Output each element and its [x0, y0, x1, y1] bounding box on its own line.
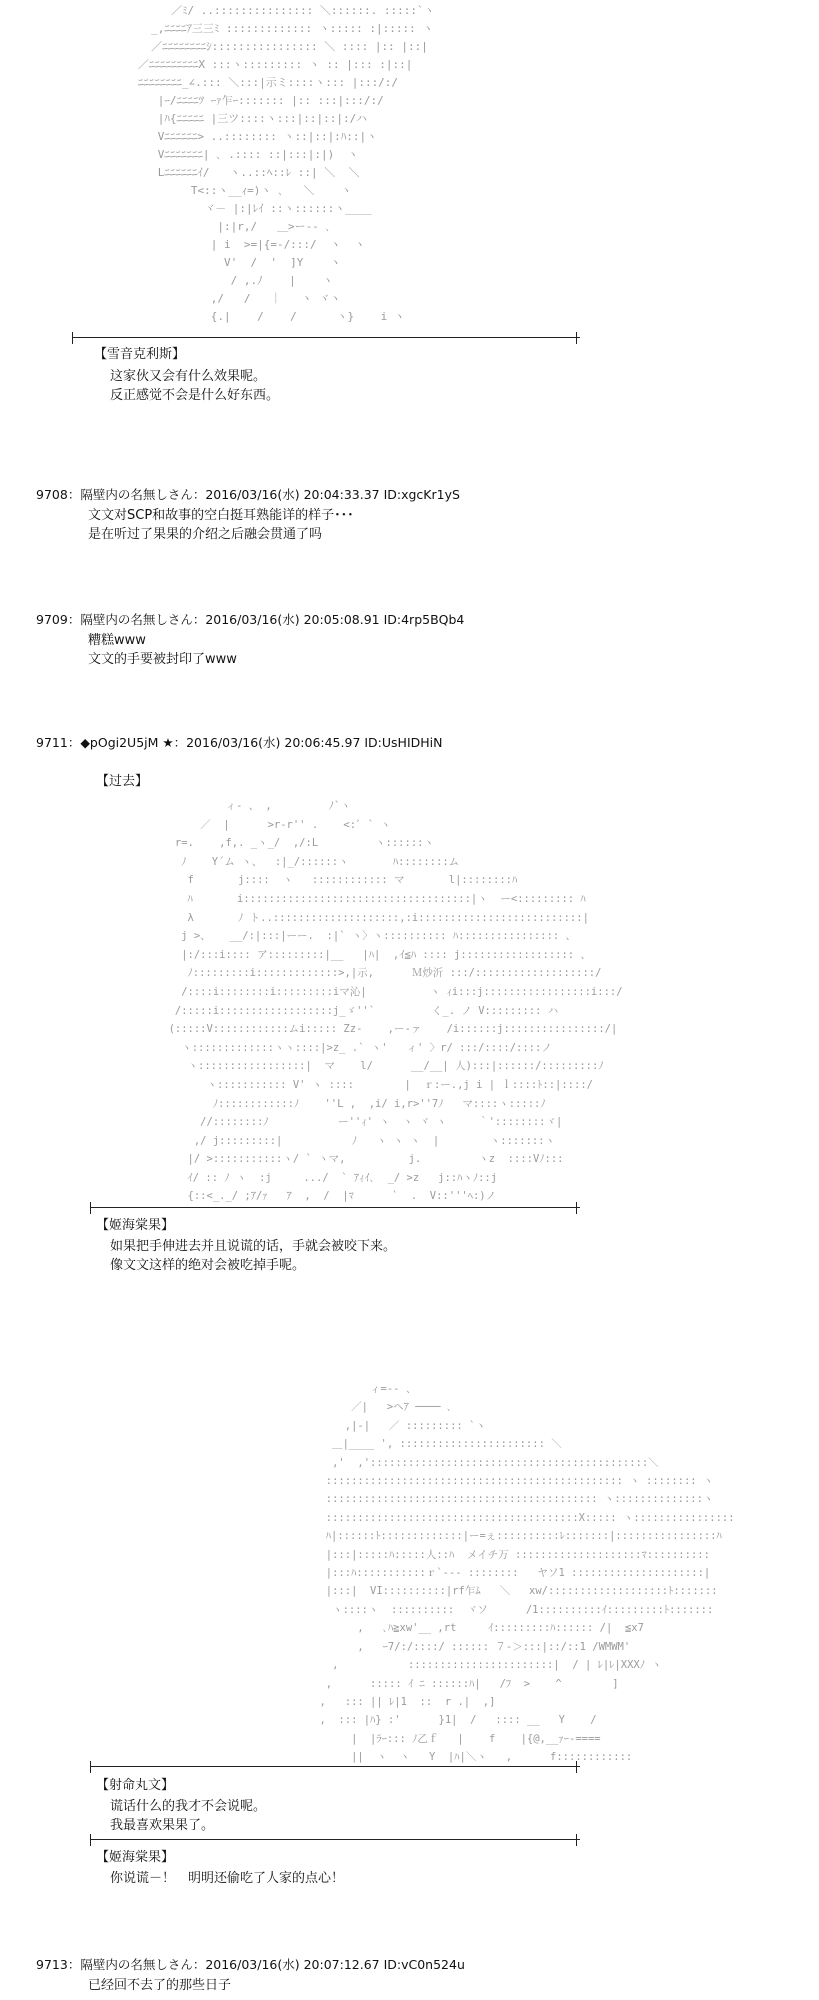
post-meta: ：◆pOgi2U5jM ★：2016/03/16(水) 20:06:45.97 ID:UsHIDHiN	[67, 735, 443, 750]
speaker-name: 【姬海棠果】	[96, 1850, 175, 1865]
dialogue-line: 这家伙又会有什么效果呢。	[110, 369, 267, 384]
dialogue-line: 你说谎－！ 明明还偷吃了人家的点心！	[110, 1871, 345, 1886]
speaker-name: 【姬海棠果】	[96, 1218, 175, 1233]
divider-line	[90, 1766, 580, 1767]
post-meta: ：隔壁内の名無しさん：2016/03/16(水) 20:07:12.67 ID:vC0n524u	[67, 1957, 465, 1972]
dialogue-line: 谎话什么的我才不会说呢。	[110, 1799, 267, 1814]
post-number: 9708	[36, 487, 68, 502]
ascii-art-aya: ィ=-- 、 ／| >ヘｱ ──── ､ ,|-| ／ ::::::::: `ヽ ＿|____ ', ::::::::::::::::::::::: ＼ ,' ,'::::::::::::::::::::::::::::::::::::::::::::＼ ::::::::::::::::::::::::::::::::::::::::::::::: ヽ :::::::: ヽ ::::::::::::::::::::::::::::::::::::::::::: ヽ::::::::::::::ヽ ::::::::::::::::::::::::::::::::::::::::X::::: ヽ:::::::::::::::: ﾊ|::::::ﾄ:::::::::::::|ー=ぇ::::::::::ﾚ:::::::|::::::::::::::::ﾊ |:::|:::::ﾊ:::::人::ﾊ メイチ万 ::::::::::::::::::::ﾏ:::::::::: |:::ﾊ:::::::::::ｒ`--- :::::::: ヤソ1 :::::::::::::::::::::| |:::| VI::::::::::|rf乍ﾑ ＼ xw/:::::::::::::::::::ﾄ::::::: ヽ::::ヽ :::::::::: ヾソ /1::::::::::ｲ:::::::::ﾄ::::::: , ､ﾊ≧xw'__ ,rt ｲ:::::::::ﾊ:::::: /| ≦x7 , ｰ7/:/::::/ :::::: ７-＞:::|::/::1 /WMWM' , :::::::::::::::::::::::| / | ﾚ|ﾚ|XXXﾉ ヽ , ::::: ｲ ﾆ ::::::ﾊ| /ﾌ > ^ ] , ::: || ﾚ|1 :: r .| ,] , ::: |ﾊ} :' }1| / :::: __ Y / | |ﾗｰ::: ﾉ乙ｆ | f |{@,__ｧｰ-==== || ヽ ヽ Y |ﾊ|＼ヽ , f::::::::::::	[319, 1383, 735, 1764]
ascii-art-chris: ／ﾐ/ ..::::::::::::::: ＼::::::. :::::`ヽ _,ﾆﾆﾆﾆｱ三三ﾐ ::::::::::::: ヽ::::: :|::::: ヽ ／ﾆﾆﾆﾆﾆﾆﾆﾆｼ:::::::::::::::: ＼ :::: |:: |::| ／ﾆﾆﾆﾆﾆﾆﾆﾆﾆX :::ヽ::::::::: ヽ :: |::: :|::| ﾆﾆﾆﾆﾆﾆﾆﾆ_∠.::: ＼:::|示ミ::::ヽ::: |:::/:/ |ｰ/ﾆﾆﾆﾆﾂ ｰｧ乍ｰ::::::: |:: :::|:::/:/ |ﾊ{ﾆﾆﾆﾆﾆ |三ツ::::ヽ:::|::|::|:/ハ Vﾆﾆﾆﾆﾆﾆ> ..:::::::: ヽ::|::|:ﾊ::|ヽ Vﾆﾆﾆﾆﾆﾆﾆ| ､ .:::: ::|:::|:|) ヽ Lﾆﾆﾆﾆﾆﾆｲ/ ヽ..::ﾍ::ﾚ ::| ＼ ＼ T<::ヽ__ｨ=)ヽ ､ ＼ ヽ ヾ－ |:|ﾚｲ ::ヽ::::::ヽ____ |:|r,/ ＿>ー-- ､ | i >=|{=-/:::/ ヽ ヽ V' / ' ]Y ヽ / ,.ﾉ | ヽ ,/ / ｜ ヽ ヾヽ {.| / / ヽ} i ヽ	[137, 4, 435, 323]
speaker-name: 【雪音克利斯】	[94, 347, 186, 362]
dialogue-line: 反正感觉不会是什么好东西。	[110, 388, 280, 403]
post-number: 9713	[36, 1957, 68, 1972]
post-line: 已经回不去了的那些日子	[88, 1978, 232, 1993]
divider-line	[90, 1839, 580, 1840]
post-header	[36, 733, 442, 751]
speaker-name: 【射命丸文】	[96, 1778, 175, 1793]
divider-line	[72, 337, 580, 338]
post-line: 糟糕www	[88, 633, 146, 648]
divider-line	[90, 1207, 580, 1208]
post-line: 是在听过了果果的介绍之后融会贯通了吗	[88, 527, 323, 542]
post-header	[36, 485, 460, 503]
dialogue-line: 像文文这样的绝对会被吃掉手呢。	[110, 1258, 306, 1273]
dialogue-line: 我最喜欢果果了。	[110, 1818, 215, 1833]
post-number: 9711	[36, 735, 68, 750]
post-line: 文文的手要被封印了www	[88, 652, 237, 667]
post-number: 9709	[36, 612, 68, 627]
post-header	[36, 610, 464, 628]
dialogue-line: 如果把手伸进去并且说谎的话，手就会被咬下来。	[110, 1239, 397, 1254]
post-meta: ：隔壁内の名無しさん：2016/03/16(水) 20:04:33.37 ID:xgcKr1yS	[67, 487, 460, 502]
post-line: 文文对SCP和故事的空白挺耳熟能详的样子･･･	[88, 508, 354, 523]
ascii-art-hatate-aya: ィ- 、 , ﾉ`ヽ ／ | >r-r'' . <:ﾞ ` ヽ r=. ,f,. _ヽ_/ ,/:L ヽ::::::ヽ ﾉ Y´ム ヽ、 :|_/::::::ヽ ﾊ::::::::ム f j:::: ヽ :::::::::::: マ l|::::::::ﾊ ﾊ i::::::::::::::::::::::::::::::::::::|ヽ ー<::::::::: ﾊ λ ﾉ ト..::::::::::::::::::::,:i::::::::::::::::::::::::::| j >、 __/:|:::|ーー. :|` ヽ〉ヽ:::::::::: ﾊ:::::::::::::::: 、 |:/:::i:::: ア:::::::::|__ |ﾊ| ,ｲ≦ﾊ :::: j:::::::::::::::::: 、 ﾉ:::::::::i:::::::::::::>,|示, Ｍ炒沂 :::/:::::::::::::::::::/ /::::i::::::::i:::::::::iマ沁| ヽ ｨi:::j:::::::::::::::::i:::/ /:::::i::::::::::::::::::j_ゞ''` く_. ノ V::::::::: ハ (:::::V::::::::::::ムi::::: Zz- ,ー-ァ /i::::::j::::::::::::::::/| ヽ:::::::::::::ヽヽ::::|>z_ .` ヽ' ィ' 〉r/ :::/::::/::::ノ ヽ:::::::::::::::::| マ l/ __/__| 人):::|::::::/:::::::::ﾉ ヽ::::::::::: V' ヽ :::: | ｒ:ー.,j i | ｌ::::ﾄ::|::::/ ﾉ::::::::::::ﾉ ''L , ,i/ i,r>''7ﾉ マ::::ヽ:::::ﾉ //::::::::ﾉ ー''ｨ' ヽ ヽ ヾ ヽ ｀'::::::::ヾ| ,/ j:::::::::| ﾉ ヽ ヽ ヽ | ヽ:::::::ヽ |/ >:::::::::::ヽ/ ` ヽマ, j. ヽz ::::Vﾉ::: ｲ/ :: ﾉ ヽ :j .../ ` ｱｨｲ､ _/ >z j::ﾊヽﾉ::j {::<_._/ ;ｱ/ｧ ｱ , / |ﾏ ` . V::'''ﾍ:)ノ	[168, 800, 623, 1203]
scene-label: 【过去】	[96, 774, 149, 789]
post-meta: ：隔壁内の名無しさん：2016/03/16(水) 20:05:08.91 ID:4rp5BQb4	[67, 612, 465, 627]
post-header	[36, 1955, 465, 1973]
